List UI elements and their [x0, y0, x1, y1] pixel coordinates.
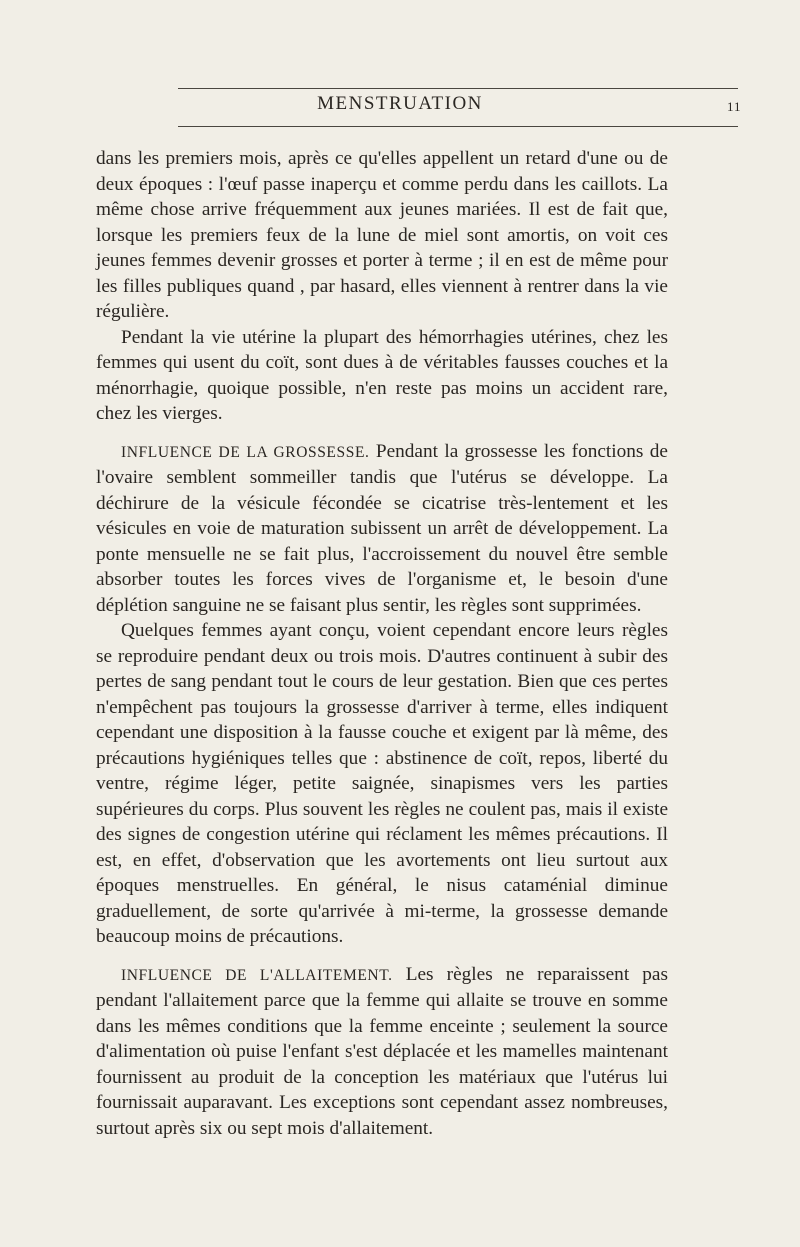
paragraph-4: Quelques femmes ayant conçu, voient cependant encore leurs règles se reproduire pendant deux ou trois mois. D'autres continuent à subir des pertes de sang pendant tout le cours de leur gestation. Bien que ces pertes n'empêchent pas toujours la grossesse d'arriver à terme, elles indiquent cependant une disposition à la fausse couche et exigent par là même, des précautions hygiéniques telles que : abstinence de coït, repos, liberté du ventre, régime léger, petite saignée, sinapismes vers les parties supérieures du corps. Plus souvent les règles ne coulent pas, mais il existe des signes de congestion utérine qui réclament les mêmes précautions. Il est, en effet, d'observation que les avortements ont lieu surtout aux époques menstruelles. En général, le nisus cataménial diminue graduellement, de sorte qu'arrivée à mi-terme, la grossesse demande beaucoup moins de précautions. — [96, 620, 668, 947]
paragraph-2: Pendant la vie utérine la plupart des hémorrhagies utérines, chez les femmes qui usent du coït, sont dues à de véritables fausses couches et la ménorrhagie, quoique possible, n'en reste pas moins un accident rare, chez les vierges. — [96, 326, 668, 424]
header-rule-top — [178, 88, 738, 89]
page-number: 11 — [727, 99, 742, 114]
running-head: MENSTRUATION — [317, 93, 483, 114]
section-grossesse — [96, 439, 668, 619]
body-text — [96, 146, 668, 1141]
section-allaitement — [96, 962, 668, 1142]
section-text-grossesse: Pendant la grossesse les fonctions de l'ovaire semblent sommeiller tandis que l'utérus se développe. La déchirure de la vésicule fécondée se cicatrise très-lentement et les vésicules en voie de maturation subissent un arrêt de développement. La ponte mensuelle ne se fait plus, l'accroissement du nouvel être semble absorber toutes les forces vives de l'organisme et, le besoin d'une déplétion sanguine ne se faisant plus sentir, les règles sont supprimées. — [96, 440, 668, 616]
section-heading-allaitement: INFLUENCE DE L'ALLAITEMENT. — [121, 966, 393, 984]
section-text-allaitement: Les règles ne reparaissent pas pendant l'allaitement parce que la femme qui allaite se trouve en somme dans les mêmes conditions que la femme enceinte ; seulement la source d'alimentation où puise l'enfant s'est déplacée et les mamelles maintenant fournissent au produit de la conception les matériaux que l'utérus lui fournissait auparavant. Les exceptions sont cependant assez nombreuses, surtout après six ou sept mois d'allaitement. — [96, 963, 668, 1139]
paragraph-1: dans les premiers mois, après ce qu'elles appellent un retard d'une ou de deux époques : l'œuf passe inaperçu et comme perdu dans les caillots. La même chose arrive fréquemment aux jeunes mariées. Il est de fait que, lorsque les premiers feux de la lune de miel sont amortis, on voit ces jeunes femmes devenir grosses et porter à terme ; il en est de même pour les filles publiques quand , par hasard, elles viennent à rentrer dans la vie régulière. — [96, 148, 668, 322]
header-rule-bottom — [178, 126, 738, 127]
section-heading-grossesse: INFLUENCE DE LA GROSSESSE. — [121, 443, 370, 461]
